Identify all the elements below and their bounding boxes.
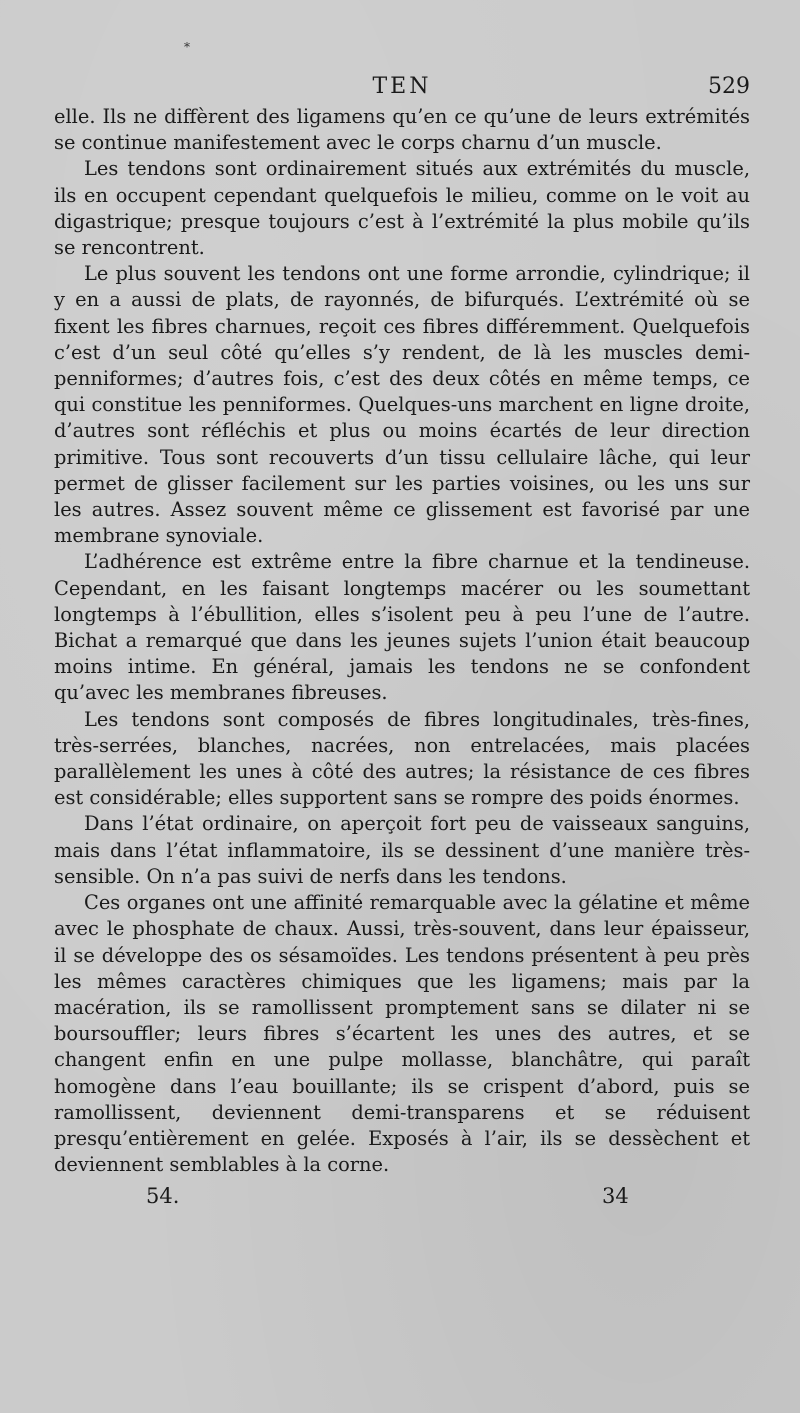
page-header: [54, 68, 750, 104]
printer-mark: *: [184, 40, 190, 54]
paragraph: Les tendons sont ordinairement situés aux extrémités du muscle, ils en occupent cependant quelquefois le milieu, comme on le voit au digastrique; presque toujours c’est à l’extrémité la plus mobile qu’ils se rencontrent.: [54, 157, 750, 260]
page-footer: [54, 1184, 750, 1224]
body-text: [54, 104, 750, 1178]
paragraph: Ces organes ont une affinité remarquable avec la gélatine et même avec le phosphate de chaux. Aussi, très-souvent, dans leur épaisseur, il se développe des os sésamoïdes. Les tendons présentent à peu près les mêmes caractères chimiques que les ligamens; mais par la macération, ils se ramollissent promptement sans se dilater ni se boursouffler; leurs fibres s’écartent les unes des autres, et se changent enfin en une pulpe mollasse, blanchâtre, qui paraît homogène dans l’eau bouillante; ils se crispent d’abord, puis se ramollissent, deviennent demi-transparens et se réduisent presqu’entièrement en gelée. Exposés à l’air, ils se dessèchent et deviennent semblables à la corne.: [54, 891, 750, 1177]
sheet-signature: 34: [602, 1184, 629, 1209]
running-head: TEN: [372, 74, 432, 99]
paragraph: Les tendons sont composés de fibres longitudinales, très-fines, très-serrées, blanches, nacrées, non entrelacées, mais placées parallèlement les unes à côté des autres; la résistance de ces fibres est considérable; elles supportent sans se rompre des poids énormes.: [54, 707, 750, 810]
paragraph: Dans l’état ordinaire, on aperçoit fort peu de vaisseaux sanguins, mais dans l’état inflammatoire, ils se dessinent d’une manière très-sensible. On n’a pas suivi de nerfs dans les tendons.: [54, 812, 750, 888]
page-number: 529: [708, 74, 750, 99]
paragraph-continuation: elle. Ils ne diffèrent des ligamens qu’en ce qu’une de leurs extrémités se continue manifestement avec le corps charnu d’un muscle.: [54, 105, 750, 155]
paragraph: L’adhérence est extrême entre la fibre charnue et la tendineuse. Cependant, en les faisant longtemps macérer ou les soumettant longtemps à l’ébullition, elles s’isolent peu à peu l’une de l’autre. Bichat a remarqué que dans les jeunes sujets l’union était beaucoup moins intime. En général, jamais les tendons ne se confondent qu’avec les membranes fibreuses.: [54, 550, 750, 705]
paragraph: Le plus souvent les tendons ont une forme arrondie, cylindrique; il y en a aussi de plats, de rayonnés, de bifurqués. L’extrémité où se fixent les fibres charnues, reçoit ces fibres différemment. Quelquefois c’est d’un seul côté qu’elles s’y rendent, de là les muscles demi-penniformes; d’autres fois, c’est des deux côtés en même temps, ce qui constitue les penniformes. Quelques-uns marchent en ligne droite, d’autres sont réfléchis et plus ou moins écartés de leur direction primitive. Tous sont recouverts d’un tissu cellulaire lâche, qui leur permet de glisser facilement sur les parties voisines, ou les uns sur les autres. Assez souvent même ce glissement est favorisé par une membrane synoviale.: [54, 262, 750, 548]
volume-signature: 54.: [146, 1184, 180, 1209]
